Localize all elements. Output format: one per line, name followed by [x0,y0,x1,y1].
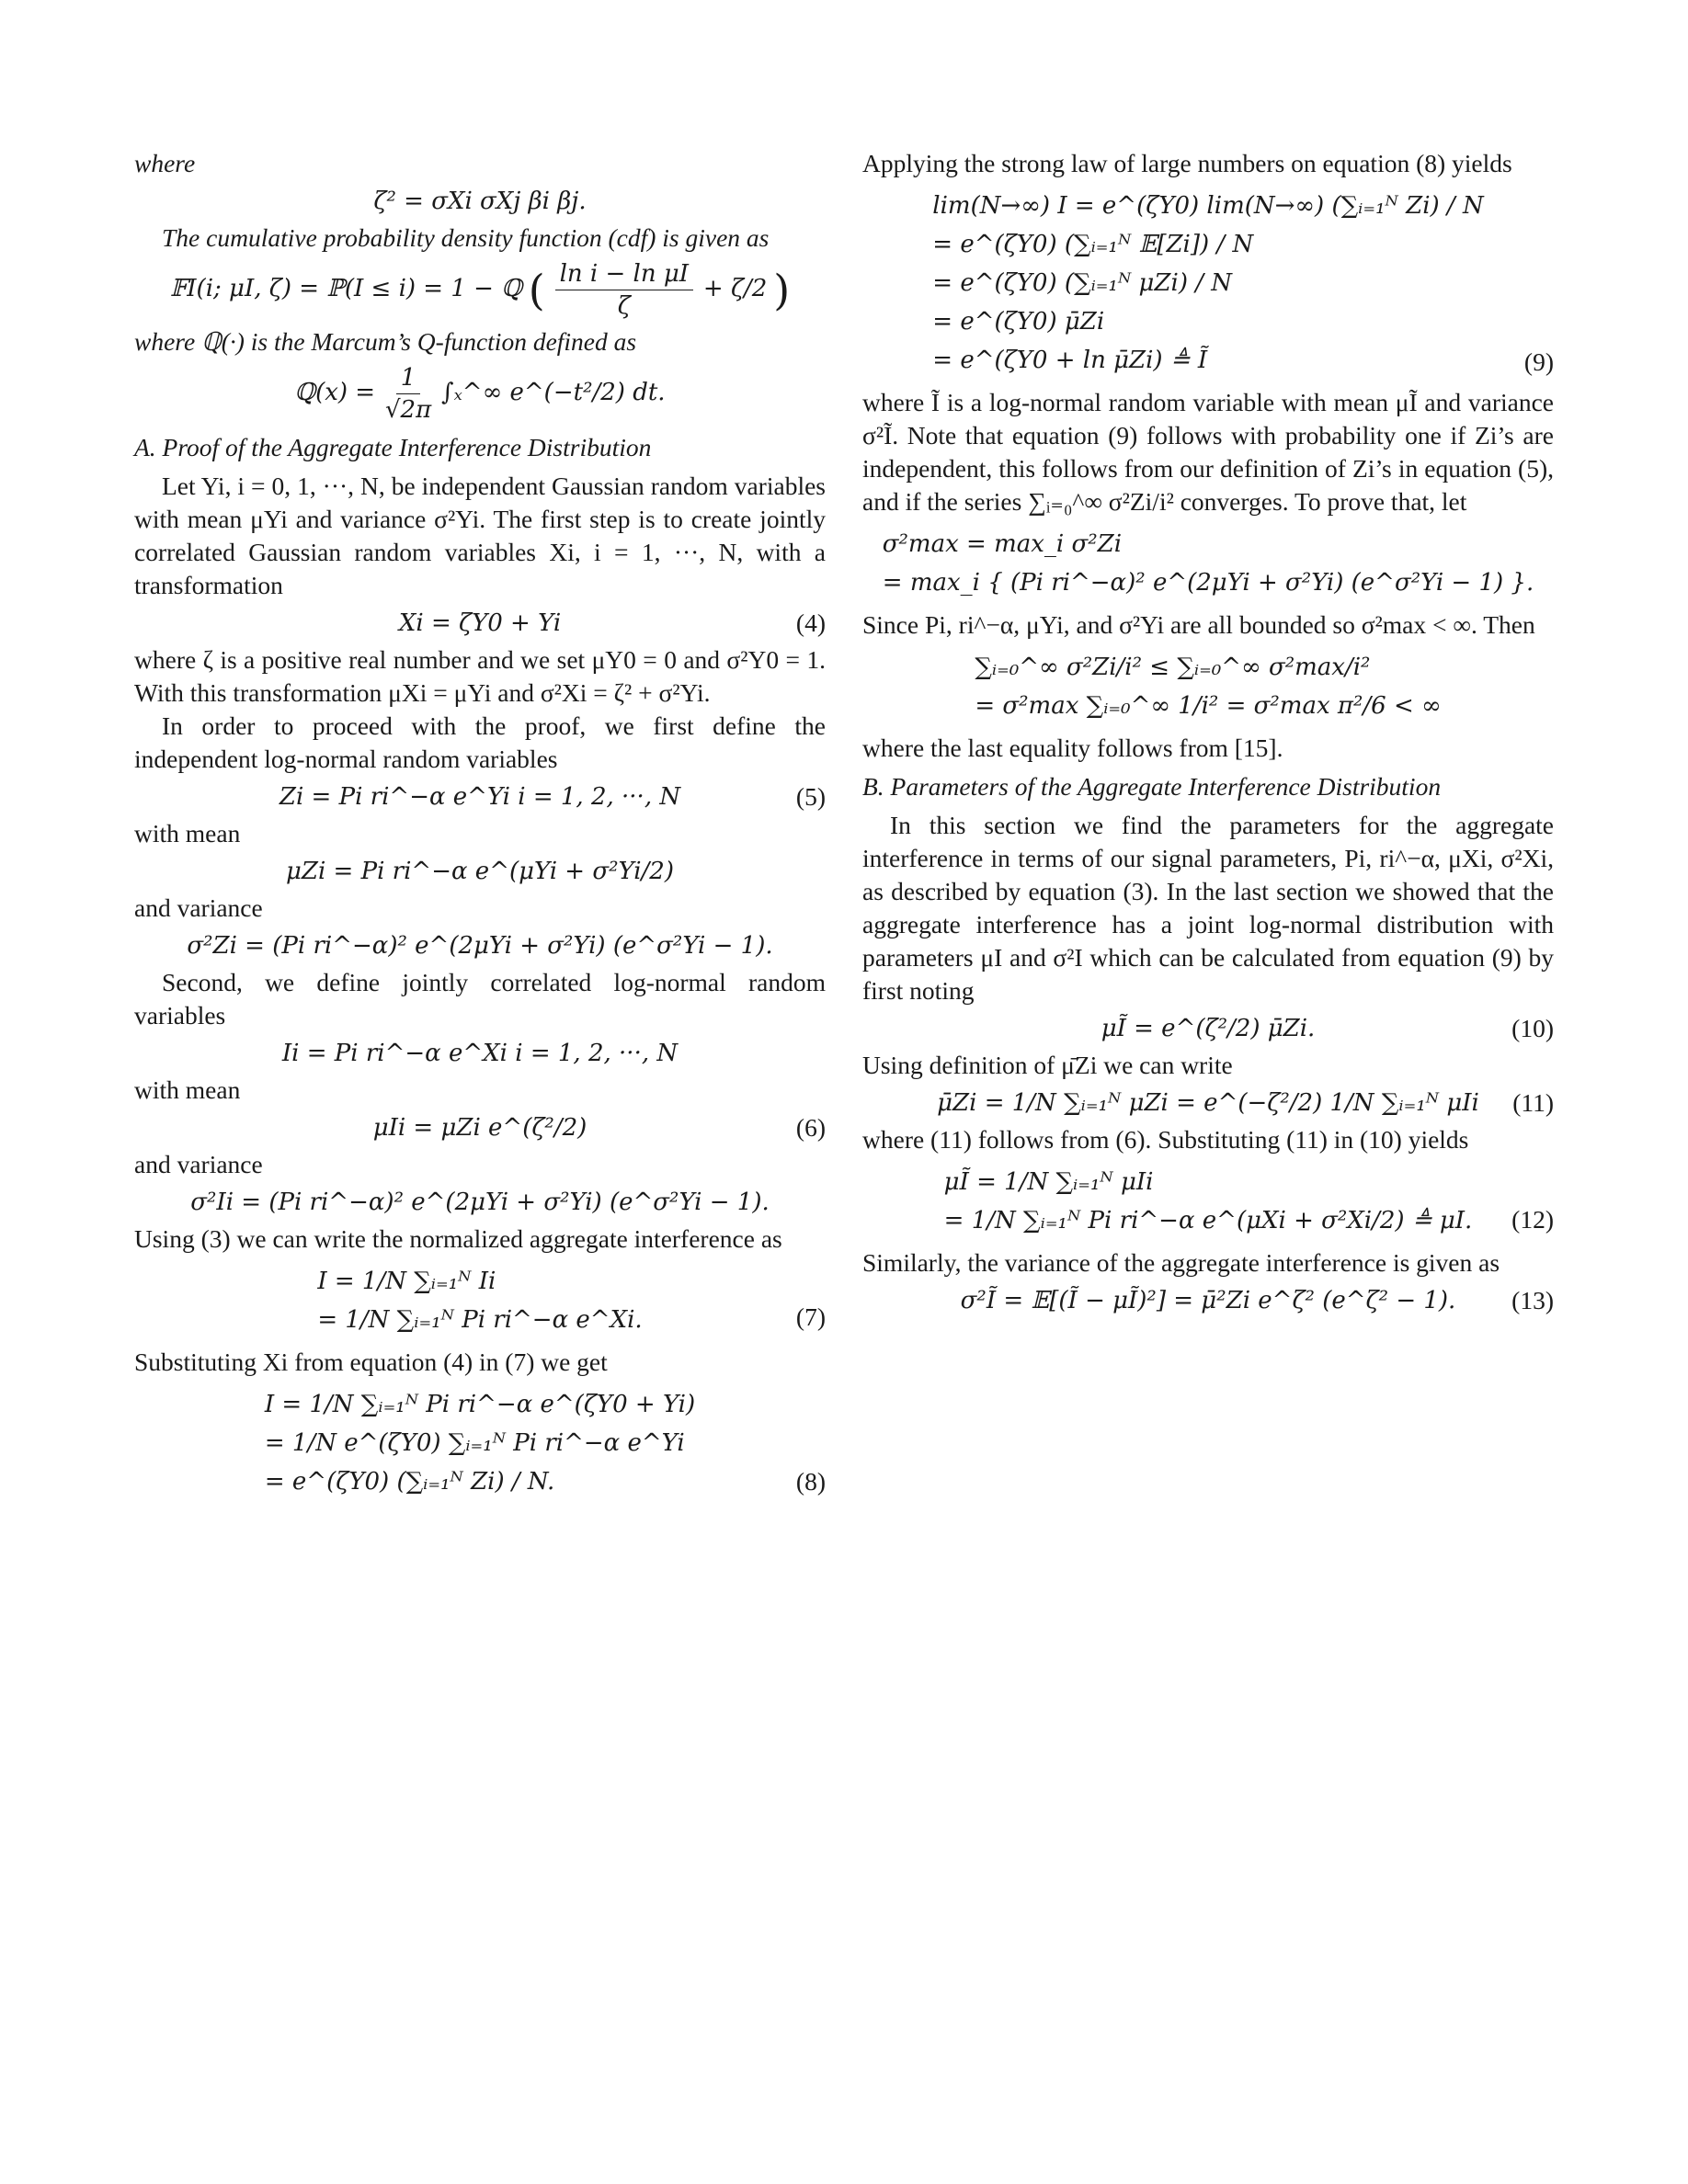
equation-8-line-2: = 1/N e^(ζY0) ∑ᵢ₌₁ᴺ Pi ri^−α e^Yi [264,1429,685,1457]
equation-8 [134,1382,826,1504]
equation-cdf-denominator: ζ [617,292,631,320]
paragraph-lognormal-define: In order to proceed with the proof, we first define the independent log-normal random variables [134,711,826,773]
equation-13-text: σ²Ĩ = 𝔼[(Ĩ − μĨ)²] = μ̄²Zi e^ζ² (e^ζ² − 1). [960,1287,1456,1314]
equation-9-line-5: = e^(ζY0 + ln μ̄Zi) ≜ Ĩ [932,347,1208,374]
equation-q-fraction [385,362,431,426]
paragraph-q-function: where ℚ(·) is the Marcum’s Q-function defined as [134,327,637,356]
equation-5-number: (5) [795,781,826,811]
equation-4 [134,606,826,640]
equation-sigma-max-line-2: = max_i { (Pi ri^−α)² e^(2μYi + σ²Yi) (e^σ²Yi − 1) }. [882,569,1534,597]
equation-cdf-numerator: ln i − ln μI [555,258,693,290]
equation-9-line-2: = e^(ζY0) (∑ᵢ₌₁ᴺ 𝔼[Zi]) / N [932,231,1254,258]
equation-5 [134,779,826,813]
equation-13 [862,1283,1554,1317]
equation-q-rest: ∫ₓ^∞ e^(−t²/2) dt. [441,378,666,406]
equation-6-text: μIi = μZi e^(ζ²/2) [372,1114,587,1142]
paragraph-definition: Using definition of μ̄Zi we can write [862,1051,1233,1079]
equation-zeta-text: ζ² = σXi σXj βi βj. [373,188,587,215]
equation-5-text: Zi = Pi ri^−α e^Yi i = 1, 2, ···, N [279,783,681,811]
equation-12 [862,1160,1554,1243]
equation-sigma-max-line-1: σ²max = max_i σ²Zi [882,530,1123,558]
equation-series-line-2: = σ²max ∑ᵢ₌₀^∞ 1/i² = σ²max π²/6 < ∞ [975,692,1442,720]
equation-8-line-3: = e^(ζY0) (∑ᵢ₌₁ᴺ Zi) / N. [264,1468,555,1496]
equation-12-number: (12) [1511,1204,1554,1234]
text-where: where [134,149,196,177]
equation-cdf-rest: + ζ/2 [702,274,768,302]
paragraph-gaussian: Let Yi, i = 0, 1, ···, N, be independent Gaussian random variables with mean μYi and variance σ²Yi. The first step is to create jointly correlated Gaussian random variables Xi, i = 1, ···, N, with a transformation [134,472,826,599]
equation-series [862,645,1554,728]
text-with-mean-2: with mean [134,1075,241,1104]
paragraph-substituting: Substituting Xi from equation (4) in (7) we get [134,1348,608,1376]
paragraph-variance: Similarly, the variance of the aggregate interference is given as [862,1248,1500,1277]
equation-variance-z-text: σ²Zi = (Pi ri^−α)² e^(2μYi + σ²Yi) (e^σ²Yi − 1). [187,932,773,960]
paragraph-normalized: Using (3) we can write the normalized aggregate interference as [134,1224,782,1253]
equation-7-line-2: = 1/N ∑ᵢ₌₁ᴺ Pi ri^−α e^Xi. [317,1306,643,1334]
equation-sigma-max [862,522,1554,605]
text-and-variance-2: and variance [134,1150,263,1178]
equation-7-number: (7) [795,1302,826,1331]
equation-9 [862,184,1554,382]
equation-9-number: (9) [1523,347,1554,377]
equation-8-line-1: I = 1/N ∑ᵢ₌₁ᴺ Pi ri^−α e^(ζY0 + Yi) [264,1391,696,1418]
equation-mean-z [134,854,826,888]
equation-4-text: Xi = ζY0 + Yi [398,609,562,637]
equation-q-numerator: 1 [396,362,421,394]
equation-12-line-1: μĨ = 1/N ∑ᵢ₌₁ᴺ μIi [943,1168,1154,1196]
equation-10-number: (10) [1511,1013,1554,1042]
paragraph-follows: where (11) follows from (6). Substituting (11) in (10) yields [862,1125,1469,1154]
paragraph-correlated: Second, we define jointly correlated log-normal random variables [134,968,826,1029]
equation-mean-z-text: μZi = Pi ri^−α e^(μYi + σ²Yi/2) [286,858,674,885]
equation-variance-i-text: σ²Ii = (Pi ri^−α)² e^(2μYi + σ²Yi) (e^σ²Yi − 1). [190,1189,770,1216]
section-heading-b: B. Parameters of the Aggregate Interference Distribution [862,772,1442,801]
equation-10 [862,1011,1554,1045]
equation-variance-z [134,928,826,962]
equation-ii [134,1036,826,1070]
equation-cdf-fraction [555,258,693,322]
equation-11-number: (11) [1512,1087,1554,1117]
equation-13-number: (13) [1511,1285,1554,1314]
paragraph-transformation: where ζ is a positive real number and we set μY0 = 0 and σ²Y0 = 1. With this transformation μXi = μYi and σ²Xi = ζ² + σ²Yi. [134,645,826,707]
paragraph-strong-law: Applying the strong law of large numbers on equation (8) yields [862,149,1512,177]
equation-10-text: μĨ = e^(ζ²/2) μ̄Zi. [1101,1015,1316,1042]
equation-11 [862,1086,1554,1120]
equation-8-number: (8) [795,1467,826,1496]
equation-cdf-lhs: 𝔽I(i; μI, ζ) = ℙ(I ≤ i) = 1 − ℚ [169,274,522,302]
section-heading-a: A. Proof of the Aggregate Interference Distribution [134,433,652,461]
text-and-variance-1: and variance [134,893,263,922]
paragraph-lognormal-tilde: where Ĩ is a log-normal random variable with mean μĨ and variance σ²Ĩ. Note that equation (9) follows with probability one if Zi’s are independent, this follows from our definition of Zi’s in equation (5), and if the series ∑ᵢ₌₀^∞ σ²Zi/i² converges. To prove that, let [862,388,1554,516]
equation-9-line-3: = e^(ζY0) (∑ᵢ₌₁ᴺ μZi) / N [932,269,1232,297]
equation-cdf: 𝔽I(i; μI, ζ) = ℙ(I ≤ i) = 1 − ℚ ( $\frac{\text{ln i − ln μI}}{\zeta}$ + ζ/2 ) [169,260,791,320]
equation-9-line-4: = e^(ζY0) μ̄Zi [932,308,1105,336]
equation-9-line-1: lim(N→∞) I = e^(ζY0) lim(N→∞) (∑ᵢ₌₁ᴺ Zi) / N [932,192,1484,220]
text-with-mean-1: with mean [134,819,241,847]
paragraph-parameters: In this section we find the parameters for the aggregate interference in terms of our signal parameters, Pi, ri^−α, μXi, σ²Xi, as described by equation (3). In the last section we showed that the aggregate interference has a joint log-normal distribution with parameters μI and σ²I which can be calculated from equation (9) by first noting [862,811,1554,1005]
equation-ii-text: Ii = Pi ri^−α e^Xi i = 1, 2, ···, N [281,1040,679,1067]
equation-12-line-2: = 1/N ∑ᵢ₌₁ᴺ Pi ri^−α e^(μXi + σ²Xi/2) ≜ μI. [943,1207,1473,1234]
left-column [134,147,826,1507]
right-column [862,147,1554,1321]
equation-zeta [134,184,826,218]
equation-4-number: (4) [795,608,826,637]
equation-q-denominator: √2π [384,396,432,424]
equation-6-number: (6) [795,1112,826,1142]
equation-11-text: μ̄Zi = 1/N ∑ᵢ₌₁ᴺ μZi = e^(−ζ²/2) 1/N ∑ᵢ₌₁ᴺ μIi [937,1089,1479,1117]
paragraph-last-equality: where the last equality follows from [15]. [862,734,1283,762]
paragraph-bounded: Since Pi, ri^−α, μYi, and σ²Yi are all bounded so σ²max < ∞. Then [862,610,1535,639]
paragraph-cdf: The cumulative probability density function (cdf) is given as [162,223,770,252]
equation-q-function [134,362,826,426]
equation-7 [134,1259,826,1342]
equation-6 [134,1110,826,1144]
equation-series-line-1: ∑ᵢ₌₀^∞ σ²Zi/i² ≤ ∑ᵢ₌₀^∞ σ²max/i² [975,654,1371,681]
equation-7-line-1: I = 1/N ∑ᵢ₌₁ᴺ Ii [317,1268,496,1295]
equation-q-lhs: ℚ(x) = [294,378,376,406]
equation-variance-i [134,1185,826,1219]
